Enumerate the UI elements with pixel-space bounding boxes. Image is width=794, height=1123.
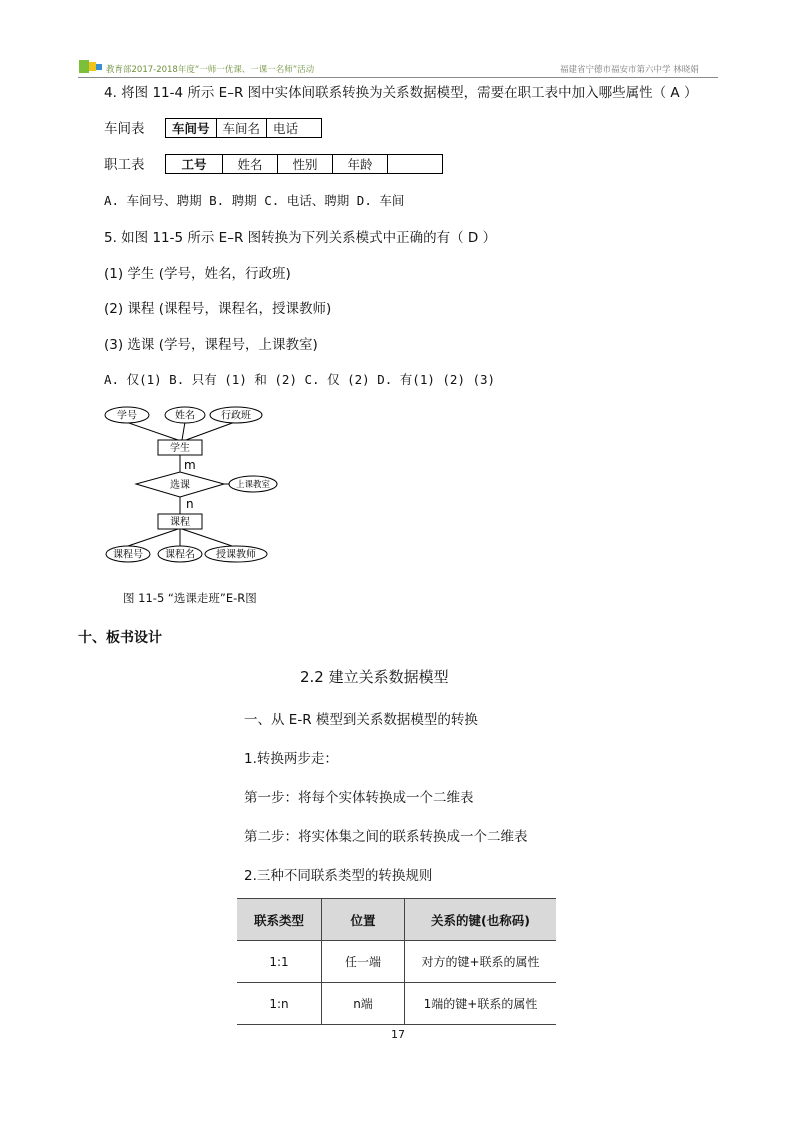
table-cell: 姓名: [223, 155, 278, 174]
page-number: 17: [391, 1028, 405, 1041]
board-line-4: 第二步：将实体集之间的联系转换成一个二维表: [244, 829, 528, 845]
column-header: 关系的键(也称码): [405, 899, 557, 941]
table-cell: 工号: [166, 155, 223, 174]
er-diagram: [100, 400, 290, 570]
conversion-rules-table: [237, 898, 556, 1025]
er-attr-label: 学号: [117, 410, 137, 422]
column-header: 联系类型: [237, 899, 322, 941]
table-cell: 1:1: [237, 941, 322, 983]
board-line-3: 第一步：将每个实体转换成一个二维表: [244, 790, 474, 806]
workshop-table-label: 车间表: [104, 121, 145, 137]
q5-text: 5. 如图 11-5 所示 E–R 图转换为下列关系模式中正确的有（ D ）: [104, 230, 497, 246]
er-attr-label: 行政班: [221, 410, 251, 422]
workshop-table: [165, 118, 322, 138]
header-left: 教育部2017-2018年度“一师一优课、一课一名师”活动: [106, 65, 315, 75]
column-header: 位置: [322, 899, 405, 941]
staff-table: [165, 154, 443, 174]
er-attr-label: 课程名: [165, 549, 195, 561]
table-cell: 对方的键+联系的属性: [405, 941, 557, 983]
er-cardinality: m: [184, 458, 196, 472]
er-entity-label: 学生: [170, 443, 190, 454]
table-cell: 1端的键+联系的属性: [405, 983, 557, 1025]
er-relationship-label: 选课: [170, 480, 190, 491]
header-right: 福建省宁德市福安市第六中学 林晓娟: [560, 65, 699, 75]
q5-item-2: (2) 课程 (课程号，课程名，授课教师): [104, 301, 332, 317]
table-row: [237, 983, 556, 1025]
staff-table-label: 职工表: [104, 157, 145, 173]
section-heading: 十、板书设计: [78, 630, 162, 646]
board-title: 2.2 建立关系数据模型: [300, 668, 449, 686]
board-line-1: 一、从 E-R 模型到关系数据模型的转换: [244, 712, 478, 728]
board-line-2: 1.转换两步走：: [244, 751, 338, 767]
table-cell: n端: [322, 983, 405, 1025]
q4-options: A. 车间号、聘期 B. 聘期 C. 电话、聘期 D. 车间: [104, 193, 405, 208]
q5-item-3: (3) 选课 (学号，课程号，上课教室): [104, 337, 318, 353]
table-cell: 1:n: [237, 983, 322, 1025]
er-attr-label: 授课教师: [216, 549, 256, 561]
table-cell: 电话: [267, 119, 322, 138]
q5-item-1: (1) 学生 (学号，姓名，行政班): [104, 266, 291, 282]
logo-icon: [78, 58, 104, 75]
er-attr-label: 课程号: [113, 549, 143, 561]
table-cell: [388, 155, 443, 174]
board-line-5: 2.三种不同联系类型的转换规则: [244, 868, 433, 884]
figure-caption: 图 11-5 “选课走班”E-R图: [123, 591, 257, 605]
table-cell: 车间号: [166, 119, 217, 138]
table-row: [237, 941, 556, 983]
table-cell: 任一端: [322, 941, 405, 983]
table-cell: 性别: [278, 155, 333, 174]
er-attr-label: 姓名: [175, 410, 195, 422]
header-divider: [78, 77, 718, 78]
er-cardinality: n: [186, 497, 194, 511]
table-cell: 车间名: [216, 119, 267, 138]
er-attr-label: 上课教室: [235, 480, 271, 490]
q4-text: 4. 将图 11-4 所示 E–R 图中实体间联系转换为关系数据模型，需要在职工表中加入哪些属性（ A ）: [104, 85, 698, 101]
q5-options: A. 仅(1) B. 只有 (1) 和 (2) C. 仅 (2) D. 有(1) (2) (3): [104, 372, 496, 387]
table-header-row: [237, 899, 556, 941]
er-entity-label: 课程: [170, 517, 190, 528]
table-cell: 年龄: [333, 155, 388, 174]
